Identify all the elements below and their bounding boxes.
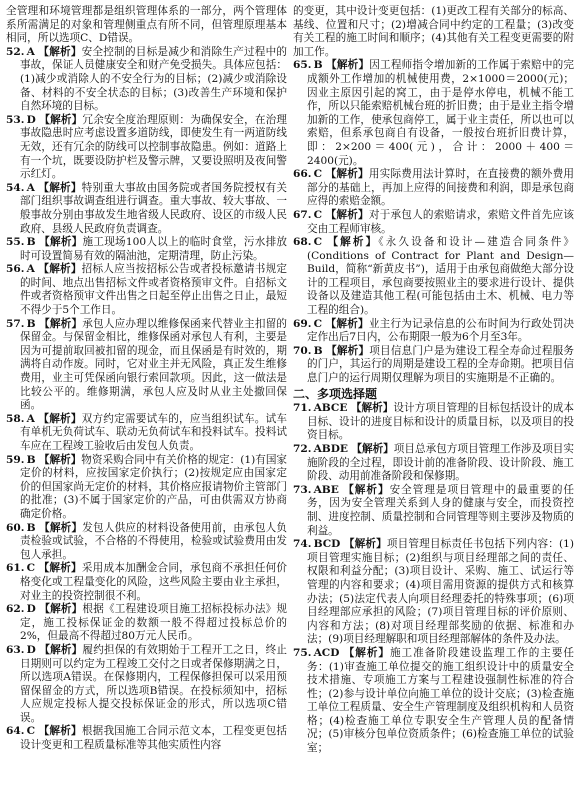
item-number: 58. (6, 412, 25, 425)
analysis-tag: 【解析】 (39, 521, 83, 534)
answer-item (6, 236, 287, 263)
item-answer: B (313, 344, 323, 357)
analysis-tag: 【解析】 (38, 562, 82, 575)
analysis-tag: 【解析】 (325, 168, 369, 181)
item-answer: ABDE (313, 443, 348, 455)
item-answer: D (26, 113, 36, 126)
analysis-text: 用实际费用法计算时，在直接费的额外费用部分的基础上，再加上应得的间接费和利润，即是承包商应得的索赔金额。 (307, 168, 574, 208)
analysis-tag: 【解析】 (38, 181, 82, 194)
analysis-text: 业主行为记录信息的公布时间为行政处罚决定作出后7日内，公布期限一般为6个月至3年。 (307, 317, 574, 344)
item-number: 53. (6, 113, 25, 126)
answer-item (293, 168, 574, 209)
analysis-text: 项目信息门户是为建设工程全寿命过程服务的门户，其运行的周期是建设工程的全寿命期。把项目信息门户的运行周期仅理解为项目的实施期是不正确的。 (307, 344, 574, 385)
item-answer: A (26, 45, 35, 58)
multiple-choice-answer-list (293, 402, 574, 755)
item-answer: A (26, 181, 35, 194)
analysis-text: 根据《工程建设项目施工招标投标办法》规定，施工投标保证金的数额一般不得超过投标总价的2%，但最高不得超过80万元人民币。 (20, 603, 287, 643)
right-intro-paragraph: 的变更，其中设计变更包括：(1)更改工程有关部分的标高、基线、位置和尺寸；(2)增减合同中约定的工程量；(3)改变有关工程的施工时间和顺序；(4)其他有关工程变更需要的附加工作。 (293, 5, 574, 58)
item-number: 66. (293, 168, 312, 181)
item-number: 69. (293, 317, 312, 330)
analysis-text: 因工程师指令增加新的工作属于索赔中的完成额外工作增加的机械使用费，2×1000＝2000(元)；因业主原因引起的窝工，由于是停水停电，机械不能工作，所以只能索赔机械台班的折旧费；由于是业主指令增加新的工作，使承包商停工，属于业主责任，所以也可以索赔，但系承包商自有设备，一般按台班折旧费计算，即：2×200＝400(元)，合计：2000＋400＝2400(元)。 (307, 59, 574, 167)
analysis-text: 项目总承包方项目管理工作涉及项目实施阶段的全过程，即设计前的准备阶段、设计阶段、施工阶段、动用前准备阶段和保修期。 (307, 443, 574, 483)
item-number: 64. (6, 725, 25, 738)
analysis-text: 物资采购合同中有关价格的规定：(1)有国家定价的材料，应按国家定价执行；(2)按规定应由国家定价的但国家尚无定价的材料，其价格应报请物价主管部门的批准；(3)不属于国家定价的产品，可由供需双方协商确定价格。 (20, 453, 287, 520)
analysis-tag: 【解析】 (326, 59, 370, 72)
analysis-tag: 【解析】 (39, 603, 83, 616)
analysis-text: 对于承包人的索赔请求，索赔文件首先应该交由工程师审核。 (307, 208, 574, 235)
analysis-tag: 【解析】 (343, 646, 390, 659)
left-column (6, 5, 287, 799)
item-answer: C (313, 168, 322, 181)
item-number: 73. (293, 483, 312, 496)
analysis-tag: 【解析】 (325, 208, 369, 221)
item-answer: C (313, 208, 322, 221)
item-answer: B (313, 59, 323, 72)
analysis-text: 项目管理目标责任书包括下列内容：(1)项目管理实施目标；(2)组织与项目经理部之间的责任、权限和利益分配；(3)项目设计、采购、施工、试运行等管理的内容和要求；(4)项目需用资源的提供方式和核算办法；(5)法定代表人向项目经理委托的特殊事项；(6)项目经理部应承担的风险；(7)项目管理目标的评价原则、内容和方法；(8)对项目经理部奖励的依据、标准和办法；(9)项目经理解职和项目经理部解体的条件及办法。 (307, 538, 574, 646)
answer-item (6, 413, 287, 454)
item-answer: A (26, 263, 35, 276)
answer-item (293, 443, 574, 484)
item-answer: ABCE (313, 402, 348, 415)
answer-item (293, 402, 574, 443)
item-answer: B (26, 453, 36, 466)
analysis-tag: 【解析】 (38, 263, 82, 276)
answer-item (293, 236, 574, 318)
analysis-tag: 【解析】 (39, 236, 83, 249)
analysis-tag: 【解析】 (327, 236, 379, 249)
analysis-tag: 【解析】 (38, 412, 82, 425)
answer-item (6, 522, 287, 563)
answer-item (6, 725, 287, 752)
item-answer: C (26, 562, 35, 575)
item-number: 70. (293, 344, 312, 357)
analysis-text: 履约担保的有效期始于工程开工之日，终止日期则可以约定为工程竣工交付之日或者保修期满之日，所以选项A错误。在保修期内，工程保修担保可以采用预留保留金的方式，所以选项B错误。在投标须知中，招标人应规定投标人提交投标保证金的形式，所以选项C错误。 (20, 643, 287, 724)
item-answer: ABE (313, 483, 339, 496)
item-number: 54. (6, 181, 25, 194)
item-number: 59. (6, 453, 25, 466)
item-answer: D (26, 643, 36, 656)
analysis-text: 发包人供应的材料设备使用前，由承包人负责检验或试验，不合格的不得使用，检验或试验费用由发包人承担。 (20, 521, 287, 561)
item-answer: BCD (313, 538, 341, 551)
answer-item (6, 46, 287, 114)
item-answer: ACD (313, 646, 340, 659)
analysis-text: 安全控制的目标是减少和消除生产过程中的事故，保证人员健康安全和财产免受损失。具体应包括：(1)减少或消除人的不安全行为的目标；(2)减少或消除设备、材料的不安全状态的目标；(3)改善生产环境和保护自然环境的目标。 (20, 45, 287, 113)
answer-item (6, 603, 287, 644)
analysis-text: 根据我国施工合同示范文本，工程变更包括设计变更和工程质量标准等其他实质性内容 (20, 725, 287, 752)
answer-item (6, 562, 287, 603)
analysis-text: 冗余安全度治理原则：为确保安全，在治理事故隐患时应考虑设置多道防线，即使发生有一两道防线无效，还有冗余的防线可以控制事故隐患。例如：道路上有一个坑，既要设防护栏及警示牌，又要设照明及夜间警示红灯。 (20, 113, 287, 181)
analysis-text: 采用成本加酬金合同，承包商不承担任何价格变化或工程量变化的风险，这些风险主要由业主承担，对业主的投资控制很不利。 (20, 562, 287, 602)
analysis-tag: 【解析】 (39, 643, 83, 656)
item-number: 57. (6, 317, 25, 330)
item-answer: B (26, 317, 36, 330)
item-number: 67. (293, 208, 312, 221)
answer-item (293, 538, 574, 647)
item-number: 56. (6, 263, 25, 276)
analysis-text: 施工准备阶段建设监理工作的主要任务：(1)审查施工单位提交的施工组织设计中的质量安全技术措施、专项施工方案与工程建设强制性标准的符合性；(2)参与设计单位向施工单位的设计交底；(3)检查施工单位工程质量、安全生产管理制度及组织机构和人员资格；(4)检查施工单位专职安全生产管理人员的配备情况；(5)审核分包单位资质条件；(6)检查施工单位的试验室； (307, 646, 574, 755)
item-number: 74. (293, 538, 312, 551)
answer-item (293, 345, 574, 386)
item-answer: B (26, 521, 36, 534)
answer-item (293, 484, 574, 538)
analysis-tag: 【解析】 (343, 538, 387, 551)
item-number: 72. (293, 443, 312, 455)
answer-item (293, 209, 574, 236)
analysis-tag: 【解析】 (326, 344, 370, 357)
left-answer-list (6, 46, 287, 753)
analysis-tag: 【解析】 (351, 443, 394, 455)
answer-item (6, 182, 287, 236)
analysis-tag: 【解析】 (39, 113, 83, 126)
analysis-tag: 【解析】 (38, 45, 82, 58)
item-answer: C (26, 725, 35, 738)
item-number: 55. (6, 236, 25, 249)
item-number: 75. (293, 646, 312, 659)
answer-item (6, 454, 287, 522)
analysis-text: 安全管理是项目管理中的最重要的任务，因为安全管理关系到人身的健康与安全，而投资控制、进度控制、质量控制和合同管理等则主要涉及物质的利益。 (307, 483, 574, 537)
item-answer: D (26, 603, 36, 616)
analysis-tag: 【解析】 (343, 483, 390, 496)
item-number: 65. (293, 59, 312, 72)
right-column (293, 5, 574, 799)
left-intro-paragraph: 全管理和环境管理都是组织管理体系的一部分，两个管理体系所需满足的对象和管理侧重点有所不同，但管理原理基本相同，所以选项C、D错误。 (6, 5, 287, 45)
answer-item (6, 644, 287, 726)
answer-item (293, 318, 574, 345)
section-title-multiple-choice: 二、多项选择题 (293, 386, 378, 401)
analysis-tag: 【解析】 (39, 317, 83, 330)
item-number: 62. (6, 603, 25, 616)
item-answer: A (26, 412, 35, 425)
analysis-text: 招标人应当按招标公告或者投标邀请书规定的时间、地点出售招标文件或者资格预审文件。自招标文件或者资格预审文件出售之日起至停止出售之日止，最短不得少于5个工作日。 (20, 263, 287, 317)
answer-item (293, 647, 574, 756)
analysis-tag: 【解析】 (350, 402, 394, 415)
analysis-text: 双方约定需要试车的，应当组织试车。试车有单机无负荷试车、联动无负荷试车和投料试车。投料试车应在工程竣工验收后由发包人负责。 (20, 412, 287, 452)
item-answer: B (26, 236, 36, 249)
answer-item (293, 59, 574, 168)
answer-item (6, 318, 287, 413)
analysis-tag: 【解析】 (325, 317, 369, 330)
item-number: 52. (6, 45, 25, 58)
analysis-text: 《永久设备和设计—建造合同条件》(Conditions of Contract for Plant and Design—Build，简称“新黄皮书”)，适用于由承包商做绝大部分设计的工程项目，承包商要按照业主的要求进行设计、提供设备以及建造其他工程(可能包括由土木、机械、电力等工程的组合)。 (307, 236, 574, 317)
analysis-text: 承包人应办理以维修保函来代替业主扣留的保留金。与保留金相比，维修保函对承包人有利，主要是因为可提前取回被扣留的现金，而且保函是有时效的，期满将自动作废。同时，它对业主并无风险，真正发生维修费用，业主可凭保函向银行索回款项。因此，这一做法是比较公平的。维修期满，承包人应及时从业主处撤回保函。 (20, 317, 287, 412)
item-number: 68. (293, 236, 312, 249)
right-answer-list (293, 59, 574, 385)
analysis-tag: 【解析】 (38, 725, 82, 738)
analysis-text: 特别重大事故由国务院或者国务院授权有关部门组织事故调查组进行调查。重大事故、较大事故、一般事故分别由事故发生地省级人民政府、设区的市级人民政府、县级人民政府负责调查。 (20, 181, 287, 235)
analysis-tag: 【解析】 (38, 453, 82, 466)
item-number: 61. (6, 562, 25, 575)
item-answer: C (313, 317, 322, 330)
item-answer: C (313, 236, 322, 249)
item-number: 63. (6, 643, 25, 656)
answer-item (6, 114, 287, 182)
item-number: 71. (293, 402, 312, 415)
item-number: 60. (6, 521, 25, 534)
answer-item (6, 263, 287, 317)
analysis-text: 设计方项目管理的目标包括设计的成本目标、设计的进度目标和设计的质量目标，以及项目的投资目标。 (307, 402, 574, 442)
analysis-text: 施工现场100人以上的临时食堂，污水排放时可设置简易有效的隔油池，定期清理，防止污染。 (20, 236, 287, 262)
